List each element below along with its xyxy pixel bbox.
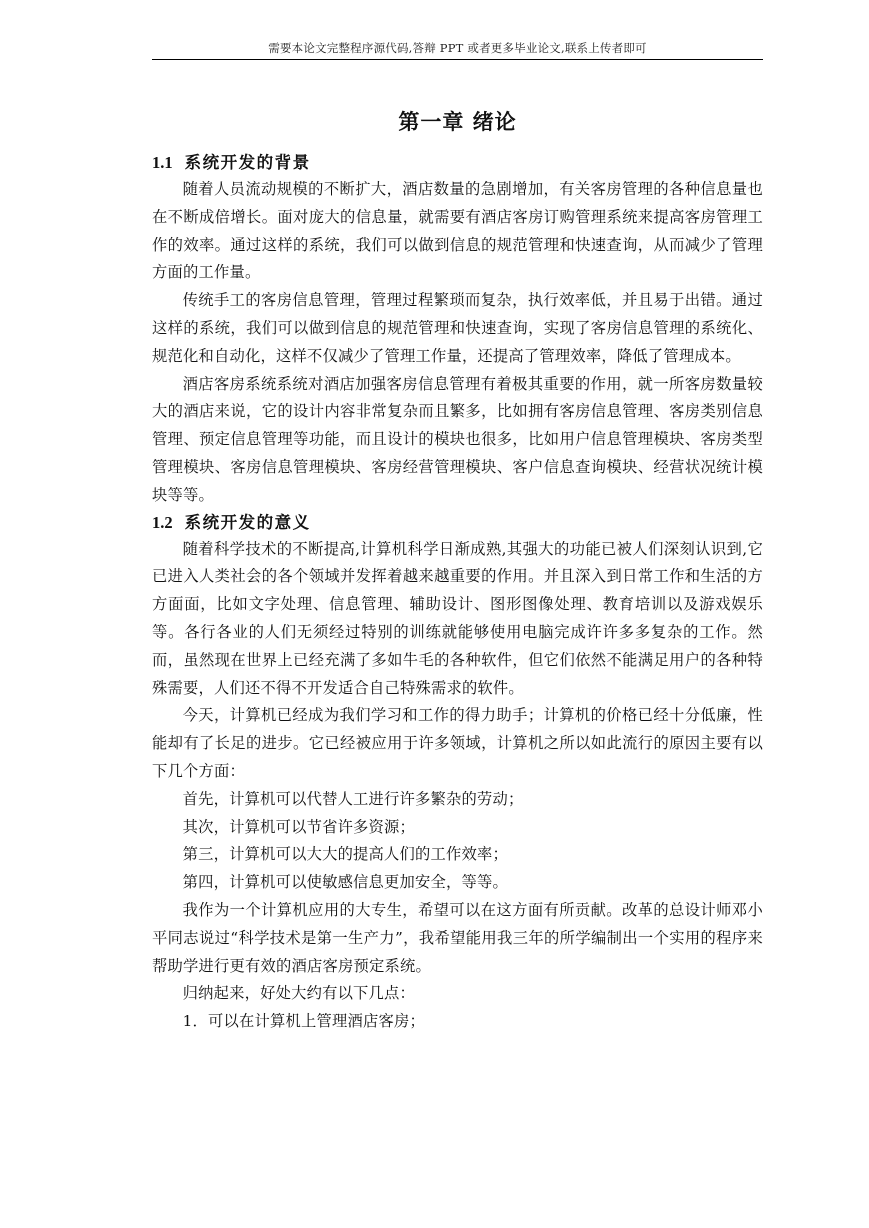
paragraph: 酒店客房系统系统对酒店加强客房信息管理有着极其重要的作用，就一所客房数量较大的酒店来说，它的设计内容非常复杂而且繁多，比如拥有客房信息管理、客房类别信息管理、预定信息管理等功能，而且设计的模块也很多，比如用户信息管理模块、客房类型管理模块、客房信息管理模块、客房经营管理模块、客户信息查询模块、经营状况统计模块等等。 xyxy=(152,374,763,504)
paragraph: 归纳起来，好处大约有以下几点： xyxy=(182,984,416,1003)
section-heading-1-2 xyxy=(152,510,763,536)
numbered-item: 1．可以在计算机上管理酒店客房； xyxy=(182,1012,425,1031)
paragraph: 随着科学技术的不断提高,计算机科学日渐成熟,其强大的功能已被人们深刻认识到,它已进入人类社会的各个领域并发挥着越来越重要的作用。并且深入到日常工作和生活的方方面面，比如文字处理、信息管理、辅助设计、图形图像处理、教育培训以及游戏娱乐等。各行各业的人们无须经过特别的训练就能够使用电脑完成许许多多复杂的工作。然而，虽然现在世界上已经充满了多如牛毛的各种软件，但它们依然不能满足用户的各种特殊需要，人们还不得不开发适合自己特殊需求的软件。 xyxy=(152,539,763,697)
section-number: 1.2 xyxy=(152,512,173,532)
paragraph: 我作为一个计算机应用的大专生，希望可以在这方面有所贡献。改革的总设计师邓小平同志说过“科学技术是第一生产力”，我希望能用我三年的所学编制出一个实用的程序来帮助学进行更有效的酒店客房预定系统。 xyxy=(152,900,763,975)
paragraph: 今天，计算机已经成为我们学习和工作的得力助手；计算机的价格已经十分低廉，性能却有了长足的进步。它已经被应用于许多领域，计算机之所以如此流行的原因主要有以下几个方面： xyxy=(152,706,763,780)
paragraph: 传统手工的客房信息管理，管理过程繁琐而复杂，执行效率低，并且易于出错。通过这样的系统，我们可以做到信息的规范管理和快速查询，实现了客房信息管理的系统化、规范化和自动化，这样不仅减少了管理工作量，还提高了管理效率，降低了管理成本。 xyxy=(152,291,763,365)
section-title: 系统开发的背景 xyxy=(184,153,311,172)
chapter-title: 第一章 绪论 xyxy=(398,109,517,134)
paragraph: 随着人员流动规模的不断扩大，酒店数量的急剧增加，有关客房管理的各种信息量也在不断成倍增长。面对庞大的信息量，就需要有酒店客房订购管理系统来提高客房管理工作的效率。通过这样的系统，我们可以做到信息的规范管理和快速查询，从而减少了管理方面的工作量。 xyxy=(152,180,763,282)
document-body xyxy=(152,150,763,1036)
list-line: 第三，计算机可以大大的提高人们的工作效率； xyxy=(182,845,509,864)
list-line: 第四，计算机可以使敏感信息更加安全，等等。 xyxy=(182,873,509,892)
list-line: 首先，计算机可以代替人工进行许多繁杂的劳动； xyxy=(182,789,524,808)
list-line: 其次，计算机可以节省许多资源； xyxy=(182,817,416,836)
running-header: 需要本论文完整程序源代码,答辩 PPT 或者更多毕业论文,联系上传者即可 xyxy=(268,41,647,55)
header-divider xyxy=(152,59,763,60)
section-heading-1-1 xyxy=(152,150,763,176)
section-number: 1.1 xyxy=(152,153,173,172)
section-title: 系统开发的意义 xyxy=(184,512,311,532)
